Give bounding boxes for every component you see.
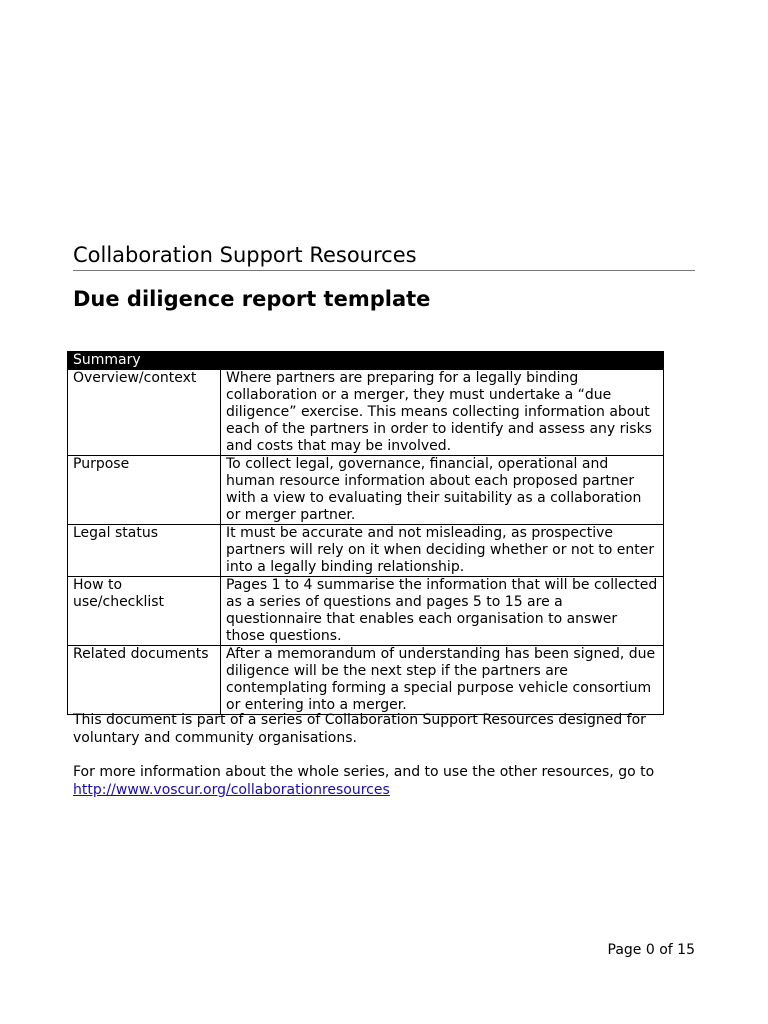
row-text-how-to: Pages 1 to 4 summarise the information that will be collected as a series of questions and pages 5 to 15 are a questionnaire that enables each organisation to answer those questions. (221, 577, 664, 646)
summary-table (67, 351, 664, 715)
row-text-related-documents: After a memorandum of understanding has been signed, due diligence will be the next step if the partners are contemplating forming a special purpose vehicle consortium or entering into a merger. (221, 646, 664, 715)
row-label-purpose: Purpose (68, 456, 221, 525)
page-number: Page 0 of 15 (607, 942, 695, 958)
table-row (68, 577, 664, 646)
summary-heading: Summary (68, 352, 664, 370)
row-text-purpose: To collect legal, governance, financial, operational and human resource information about each proposed partner with a view to evaluating their suitability as a collaboration or merger partner. (221, 456, 664, 525)
table-row (68, 370, 664, 456)
row-label-how-to: How to use/checklist (68, 577, 221, 646)
row-label-related-documents: Related documents (68, 646, 221, 715)
series-note: This document is part of a series of Collaboration Support Resources designed for voluntary and community organisations. (73, 712, 646, 746)
row-text-legal-status: It must be accurate and not misleading, as prospective partners will rely on it when deciding whether or not to enter into a legally binding relationship. (221, 525, 664, 577)
footer-text (73, 712, 693, 799)
more-info-paragraph (73, 764, 693, 799)
row-label-legal-status: Legal status (68, 525, 221, 577)
more-info-prefix: For more information about the whole series, and to use the other resources, go to (73, 764, 655, 780)
collaboration-resources-link[interactable]: http://www.voscur.org/collaborationresources (73, 781, 390, 798)
document-title: Due diligence report template (73, 287, 431, 311)
table-row (68, 525, 664, 577)
table-row (68, 646, 664, 715)
row-label-overview: Overview/context (68, 370, 221, 456)
table-row (68, 456, 664, 525)
summary-header-row (68, 352, 664, 370)
series-title: Collaboration Support Resources (73, 241, 695, 271)
row-text-overview: Where partners are preparing for a legally binding collaboration or a merger, they must undertake a “due diligence” exercise. This means collecting information about each of the partners in order to identify and assess any risks and costs that may be involved. (221, 370, 664, 456)
